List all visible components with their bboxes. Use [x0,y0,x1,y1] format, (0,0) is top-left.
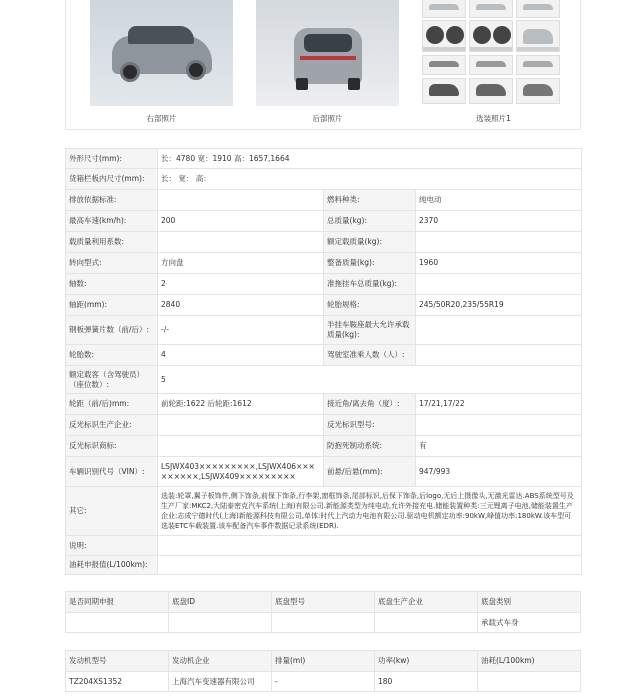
spec-label: 最高车速(km/h): [66,211,158,232]
spec-row-seats [66,366,582,394]
spec-value [158,232,324,253]
spec-value: 2 [158,274,324,295]
spec-row [66,394,582,415]
chassis-value [375,613,478,633]
chassis-header: 底盘ID [169,592,272,613]
spec-value: 947/993 [416,457,582,487]
spec-value [158,415,324,436]
spec-label: 轮胎规格: [324,295,416,316]
spec-label: 说明: [66,536,158,556]
engine-value: 上海汽车变速器有限公司 [169,672,272,692]
spec-value: 2840 [158,295,324,316]
spec-label: 额定载质量(kg): [324,232,416,253]
chassis-header: 底盘类别 [478,592,581,613]
engine-value-row [66,672,581,692]
photo-caption-optional: 选装照片1 [476,114,511,123]
chassis-value [169,613,272,633]
spec-value: 245/50R20,235/55R19 [416,295,582,316]
spec-label: 前悬/后悬(mm): [324,457,416,487]
spec-label: 接近角/离去角（度）: [324,394,416,415]
spec-value: 长： 宽： 高： [158,169,582,190]
spec-row [66,316,582,345]
spec-label: 轮距（前/后)mm: [66,394,158,415]
spec-row-remarks [66,536,582,556]
spec-row-fuel [66,556,582,575]
spec-value: 方向盘 [158,253,324,274]
spec-row-dimensions [66,149,582,169]
spec-label: 额定载客（含驾驶员）（座位数）: [66,366,158,394]
spec-value: 有 [416,436,582,457]
spec-row [66,295,582,316]
spec-label: 转向型式: [66,253,158,274]
spec-row [66,345,582,366]
chassis-value: 承载式车身 [478,613,581,633]
engine-header: 功率(kw) [375,651,478,672]
spec-row [66,211,582,232]
chassis-value [272,613,375,633]
spec-label: 准拖挂车总质量(kg): [324,274,416,295]
vin-value: LSJWX403×××××××××,LSJWX406×××××××××,LSJWX409××××××××× [158,457,324,487]
spec-label: 轮胎数: [66,345,158,366]
spec-value: 纯电动 [416,190,582,211]
chassis-table [65,591,581,633]
spec-row [66,274,582,295]
spec-row-vin [66,457,582,487]
spec-value: 17/21,17/22 [416,394,582,415]
chassis-header: 是否同期申报 [66,592,169,613]
chassis-header: 底盘生产企业 [375,592,478,613]
engine-header-row [66,651,581,672]
optional-photo-1[interactable] [422,0,565,106]
spec-label: 油耗申报值(L/100km): [66,556,158,575]
engine-header: 发动机企业 [169,651,272,672]
spec-value: 5 [158,366,582,394]
spec-value [416,415,582,436]
spec-label: 轴距(mm): [66,295,158,316]
spec-label: 轴数: [66,274,158,295]
spec-row-cargo-box [66,169,582,190]
spec-value [158,556,582,575]
spec-value: 1960 [416,253,582,274]
spec-row [66,253,582,274]
engine-value: 180 [375,672,478,692]
spec-label: 货箱栏板内尺寸(mm): [66,169,158,190]
photo-caption-rear: 后部照片 [312,114,343,123]
spec-value: 长：4780 宽：1910 高：1657,1664 [158,149,582,169]
spec-label: 反光标识商标: [66,436,158,457]
spec-value: -/- [158,316,324,345]
chassis-header: 底盘型号 [272,592,375,613]
chassis-value-row [66,613,581,633]
spec-label: 总质量(kg): [324,211,416,232]
other-notes: 选装:轮罩,翼子板饰件,侧下饰条,前保下饰条,行李架,窗框饰条,尾部标识,后保下饰条,后logo,无后上摄像头,无激光雷达.ABS系统型号及生产厂家:MKC2,大陆泰密克汽车系统(上海)有限公司.新能源类型为纯电动,允许外接充电.储能装置种类:三元锂离子电池,储能装置生产企业:志成宁德时代(上海)新能源科技有限公司,单体:时代上汽动力电池有限公司.驱动电机额定功率:90kW,峰值功率:180kW.该车型可选装ETC车载装置.该车配备汽车事件数据记录系统(EDR). [158,487,582,536]
rear-photo[interactable] [256,0,399,106]
spec-row [66,232,582,253]
engine-header: 排量(ml) [272,651,375,672]
spec-value [158,190,324,211]
spec-value [416,345,582,366]
spec-label: 防抱死制动系统: [324,436,416,457]
spec-label: 其它: [66,487,158,536]
spec-label: 外形尺寸(mm): [66,149,158,169]
spec-value [416,232,582,253]
engine-header: 油耗(L/100km) [478,651,581,672]
spec-value: 前轮距:1622 后轮距:1612 [158,394,324,415]
spec-table [65,148,582,575]
spec-value [416,274,582,295]
photo-caption-right: 右部照片 [146,114,177,123]
spec-row [66,436,582,457]
chassis-value [66,613,169,633]
spec-label: 钢板弹簧片数（前/后）: [66,316,158,345]
spec-label: 反光标识型号: [324,415,416,436]
photo-panel [65,0,581,130]
spec-label: 反光标识生产企业: [66,415,158,436]
spec-value: 200 [158,211,324,232]
spec-label: 车辆识别代号（VIN）: [66,457,158,487]
spec-row [66,415,582,436]
chassis-header-row [66,592,581,613]
spec-row-other [66,487,582,536]
engine-value: TZ204XS1352 [66,672,169,692]
engine-header: 发动机型号 [66,651,169,672]
spec-value [158,436,324,457]
right-side-photo[interactable] [90,0,233,106]
engine-table [65,650,581,692]
spec-label: 排放依据标准: [66,190,158,211]
spec-label: 驾驶室准乘人数（人）: [324,345,416,366]
spec-label: 载质量利用系数: [66,232,158,253]
engine-value: - [272,672,375,692]
spec-value: 2370 [416,211,582,232]
engine-value [478,672,581,692]
spec-value [158,536,582,556]
spec-value [416,316,582,345]
spec-row [66,190,582,211]
spec-label: 半挂车鞍座最大允许承载质量(kg): [324,316,416,345]
spec-label: 燃料种类: [324,190,416,211]
spec-label: 整备质量(kg): [324,253,416,274]
spec-value: 4 [158,345,324,366]
